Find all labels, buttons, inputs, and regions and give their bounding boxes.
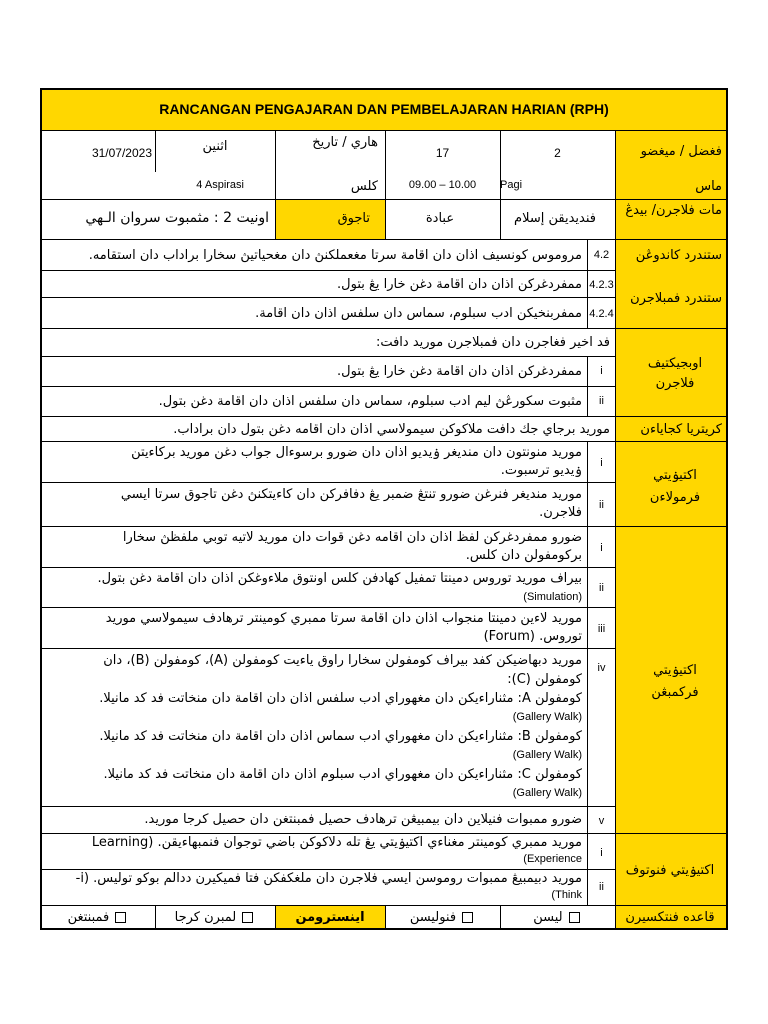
objective-num: i [600,365,603,377]
criteria-text: موريد برجاي جك دافت ملاكوكن سيمولاسي اذان دان اقامه دغن بتول دان براداب. [173,422,610,437]
assessment-option-oral[interactable]: فنوليسن [385,909,500,926]
checkbox-icon[interactable] [115,912,126,923]
date-value: 31/07/2023 [91,146,152,160]
subject-name: فنديديقن إسلام [514,211,596,226]
followup-text: موريد ممبري كومينتر مغناءي اكتيۏيتي يڠ تله دلاكوكن باضي توجوان فنمبهاءيقن. (Learning Experience) [91,835,582,865]
objectives-label: اوبجيكتيف فلاجرن [647,356,703,391]
field-value: عبادة [425,211,455,226]
development-num: v [598,815,605,827]
followup-text: موريد دبيمبيڠ ممبوات روموسن ايسي فلاجرن دان ملغكفكن فتا فميكيرن ددالم بوكو توليس. (i- Think) [75,871,582,901]
objective-num: ii [599,395,604,407]
criteria-label: كريتريا كجاياءن [640,422,722,437]
development-text: موريد دبهاضيكن كفد بيراف كومفولن سخارا راوق ياءيت كومفولن (A)، كومفولن (B)، دان كومفولن (C): كومفولن A: مثناراءيكن دان مغهوراي ادب سلفس اذان دان اقامة دان منخاتت فد كد مانيلا. (Gallery Walk) كومفولن B: مثناراءيكن دان مغهوراي ادب سماس اذان دان اقامة دان منخاتت فد كد مانيلا. (Gallery Walk) كومفولن C: مثناراءيكن دان مغهوراي ادب سبلوم اذان دان اقامة دان منخاتت فد كد مانيلا. (Gallery Walk) [99,653,582,799]
assessment-option-written[interactable]: ليسن [500,909,615,926]
class-value: 4 Aspirasi [196,179,244,191]
learning-standard-code: 4.2.4 [589,308,614,320]
topic-value: اونيت 2 : مثمبوت سروان الـهي [85,210,269,226]
topic-label: تاجوق [337,211,370,226]
formulation-text: موريد منونتون دان منديغر ۏيديو اذان دان ضورو برسوءال جواب دغن موريد بركاءيتن ۏيديو ترسبوت. [131,445,582,478]
learning-standard-label: ستندرد فمبلاجرن [630,291,722,306]
class-label: كلس [350,179,378,194]
day-name: اثنين [202,139,228,154]
formulation-text: موريد منديغر فنرغن ضورو تنتڠ ضمبر يڠ دفافركن دان كاءيتكنڽ دغن تاجوق سرتا ايسي فلاجرن. [120,487,582,520]
development-num: iii [597,623,606,635]
page-title: RANCANGAN PENGAJARAN DAN PEMBELAJARAN HARIAN (RPH) [159,101,609,117]
time-label: ماس [695,179,722,194]
checkbox-icon[interactable] [462,912,473,923]
assessment-label: قاعده فنتكسيرن [625,910,715,925]
formulation-label: اكتيۏيتي فرمولاءن [649,468,701,505]
day-number: 17 [435,146,450,160]
checkbox-icon[interactable] [569,912,580,923]
formulation-num: ii [599,499,604,511]
objective-text: ممفردغركن اذان دان اقامة دغن خارا يڠ بتول. [337,364,582,379]
assessment-option-presentation[interactable]: فمبنتغن [44,909,152,926]
development-num: i [600,542,603,554]
learning-standard-text: ممفردغركن اذان دان اقامة دغن خارا يڠ بتول. [337,277,582,292]
followup-label: اكتيۏيتي فنوتوف [625,863,715,878]
development-text: موريد لاءين دمينتا منجواب اذان دان اقامة سرتا ممبري كومينتر ترهادف سيمولاسي موريد توروس. (Forum) [105,611,582,644]
formulation-num: i [600,457,603,469]
development-label: اكتيۏيتي فركمبڠن [651,663,699,700]
subject-week-label: فغضل / ميغضو [640,144,722,159]
content-standard-label: ستندرد کاندوڠن [635,248,722,263]
followup-num: i [600,847,603,859]
week-value: 2 [554,146,561,160]
development-num: iv [597,662,606,674]
objective-text: مثبوت سكورڠڽ ليم ادب سبلوم، سماس دان سلفس اذان دان اقامة دغن بتول. [158,394,582,409]
content-standard-text: مروموس كونسيف اذان دان اقامة سرتا مغعملكنڽ دان مغحياتيڽ سخارا براداب دان استقامه. [88,248,582,263]
development-text: بيراف موريد توروس دمينتا تمفيل كهادفن كلس اونتوق ملاءوغكن اذان دان اقامة دغن بتول. (Simulation) [97,571,582,603]
checkbox-icon[interactable] [242,912,253,923]
learning-standard-code: 4.2.3 [589,279,614,291]
session-value: Pagi [500,179,523,191]
development-text: ضورو ممبوات فنيلاين دان بيمبيڠن ترهادف حصيل فمبنتغن دان حصيل كرجا موريد. [144,812,582,827]
instrument-label: اينسترومن [295,910,365,925]
assessment-option-worksheet[interactable]: لمبرن كرجا [155,909,275,926]
content-standard-code: 4.2 [593,249,610,261]
learning-standard-text: ممفربنخيكن ادب سبلوم، سماس دان سلفس اذان دان اقامة. [255,306,582,321]
followup-num: ii [599,881,604,893]
development-num: ii [599,582,604,594]
subject-matter-label: مات فلاجرن/ بيدڠ [625,203,722,218]
time-value: 09.00 – 10.00 [408,179,477,191]
day-date-label: هاري / تاريخ [312,135,378,150]
objectives-intro: فد اخير فغاجرن دان فمبلاجرن موريد دافت: [375,335,610,350]
development-text: ضورو ممفردغركن لفظ اذان دان اقامه دغن قوات دان موريد لاتيه توبي ملفظڽ سخارا بركومفولن دان كلس. [122,530,582,563]
